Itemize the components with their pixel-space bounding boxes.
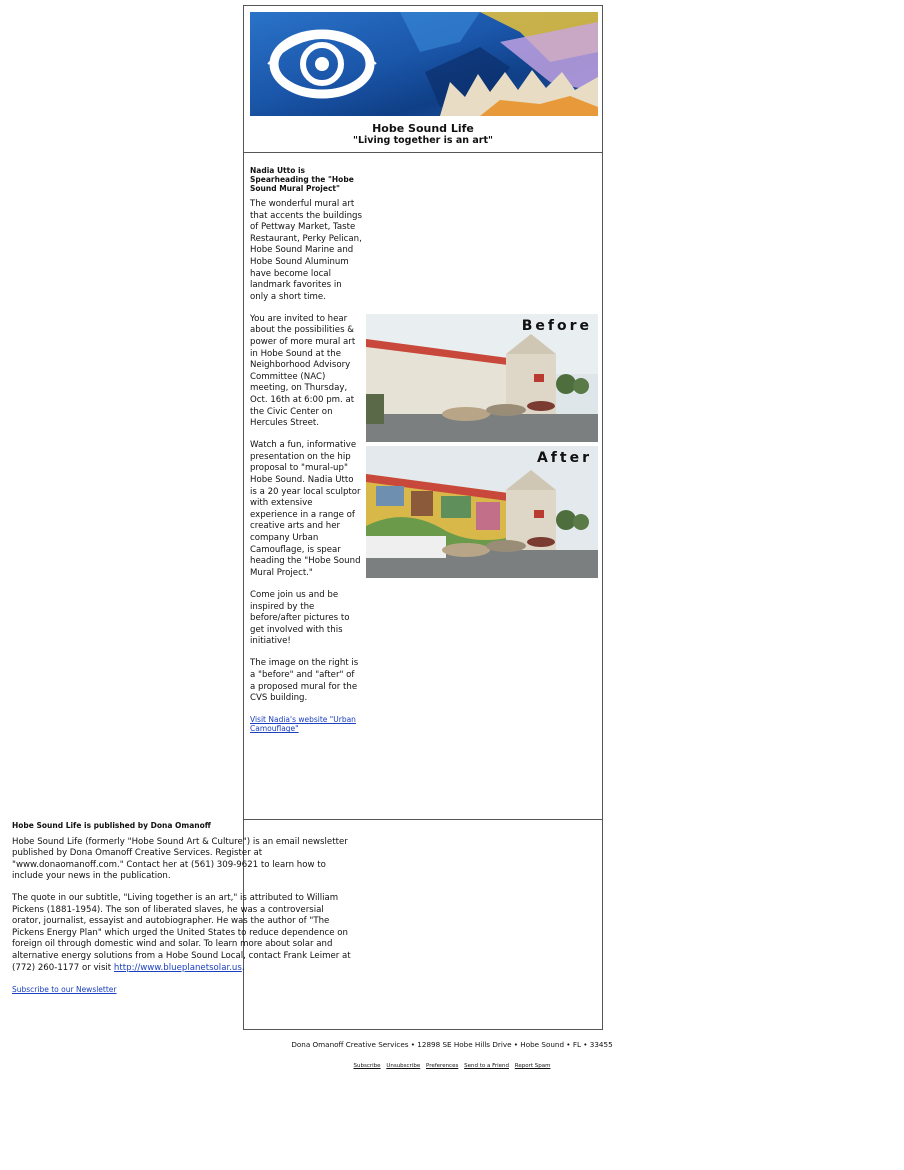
postal-address: Dona Omanoff Creative Services • 12898 SE Hobe Hills Drive • Hobe Sound • FL • 33455	[291, 1040, 613, 1049]
article-paragraph: You are invited to hear about the possibilities & power of more mural art in Hobe Sound at the Neighborhood Advisory Committee (NAC) meeting, on Thursday, Oct. 16th at 6:00 pm. at the Civic Center on Hercules Street.	[250, 313, 356, 429]
before-label: Before	[521, 318, 592, 334]
publisher-info	[12, 820, 352, 1006]
header-divider	[244, 152, 602, 153]
email-footer-links	[0, 1063, 904, 1069]
before-photo	[366, 314, 598, 442]
banner-image	[250, 12, 598, 116]
newsletter-title: Hobe Sound Life	[372, 122, 474, 135]
quote-text: The quote in our subtitle, "Living together is an art," is attributed to William Pickens (1881-1954). The son of liberated slaves, he was a controversial orator, journalist, essayist and autobiographer. He was the author of "The Pickens Energy Plan" which urged the United States to reduce dependence on foreign oil through domestic wind and solar. To learn more about solar and alternative energy solutions from a Hobe Sound Local, contact Frank Leimer at (772) 260-1177 or visit	[12, 892, 351, 973]
urban-camouflage-link[interactable]: Visit Nadia's website "Urban Camouflage"	[250, 715, 356, 734]
article-paragraph: The image on the right is a "before" and "after" of a proposed mural for the CVS building.	[250, 658, 359, 704]
report-spam-link[interactable]: Report Spam	[514, 1063, 551, 1069]
publisher-paragraph: Hobe Sound Life (formerly "Hobe Sound Art & Culture") is an email newsletter published by Dona Omanoff Creative Services. Register at "www.donaomanoff.com." Contact her at (561) 309-9621 to learn how to include your news in the publication.	[12, 836, 348, 882]
unsubscribe-link[interactable]: Unsubscribe	[386, 1063, 421, 1069]
article-paragraph: The wonderful mural art that accents the buildings of Pettway Market, Taste Restaurant, Perky Pelican, Hobe Sound Marine and Hobe Sound Aluminum have become local landmark favorites in only a short time.	[250, 199, 362, 302]
publisher-title: Hobe Sound Life is published by Dona Omanoff	[12, 821, 211, 830]
blueplanetsolar-link[interactable]: http://www.blueplanetsolar.us	[113, 962, 242, 973]
after-label: After	[536, 450, 592, 466]
article-paragraph: Come join us and be inspired by the before/after pictures to get involved with this initiative!	[250, 589, 350, 647]
article-paragraph: Watch a fun, informative presentation on the hip proposal to "mural-up" Hobe Sound. Nadia Utto is a 20 year local sculptor with extensive experience in a range of creative arts and her company Urban Camouflage, is spear heading the "Hobe Sound Mural Project."	[250, 440, 361, 578]
article-title: Nadia Utto is Spearheading the "Hobe Sound Mural Project"	[250, 166, 354, 193]
send-to-friend-link[interactable]: Send to a Friend	[464, 1063, 509, 1069]
newsletter-subtitle: "Living together is an art"	[353, 135, 493, 146]
subscribe-newsletter-link[interactable]: Subscribe to our Newsletter	[12, 985, 117, 995]
article-column	[250, 166, 362, 733]
eye-banner-icon	[250, 12, 598, 116]
preferences-link[interactable]: Preferences	[425, 1063, 459, 1069]
quote-end: .	[241, 962, 245, 973]
subscribe-link[interactable]: Subscribe	[353, 1063, 381, 1069]
quote-paragraph	[12, 893, 352, 974]
after-photo	[366, 446, 598, 578]
